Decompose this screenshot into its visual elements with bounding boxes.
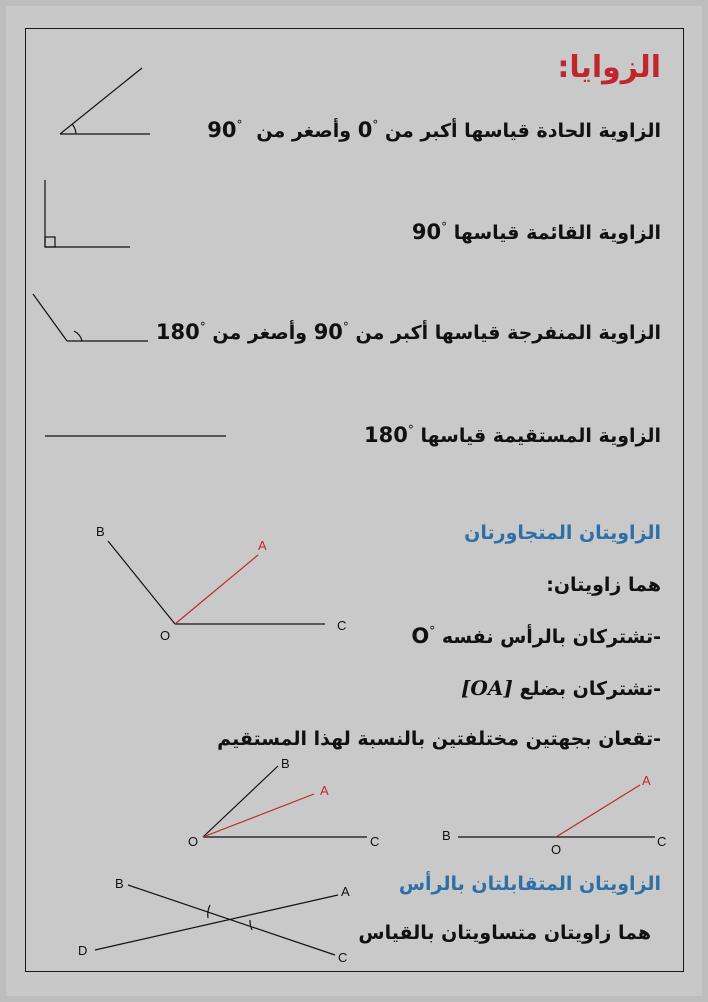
adjacent-rule-1-vertex: °O: [411, 624, 436, 648]
label-o-adjacent: O: [160, 628, 171, 643]
label-c-vertical: C: [338, 950, 348, 965]
label-b-adjacent: B: [96, 524, 105, 539]
label-c-example: C: [370, 834, 380, 849]
straight-text: الزاوية المستقيمة قياسها: [420, 425, 661, 447]
vertical-description: هما زاويتان متساويتان بالقياس: [358, 922, 651, 944]
adjacent-heading: الزاويتان المتجاورتان: [464, 522, 661, 544]
page-title: الزوايا:: [557, 50, 661, 85]
obtuse-text: الزاوية المنفرجة قياسها أكبر من: [355, 322, 661, 344]
obtuse-mid: وأصغر من: [212, 322, 308, 344]
right-text: الزاوية القائمة قياسها: [453, 222, 661, 244]
adjacent-rule-1: -تشتركان بالرأس نفسه °O: [411, 624, 661, 648]
label-a-example: A: [320, 783, 329, 798]
label-a-vertical: A: [341, 884, 350, 899]
label-a-nonadjacent: A: [642, 773, 651, 788]
label-o-nonadjacent: O: [551, 842, 562, 857]
acute-mid: وأصغر من: [256, 120, 352, 142]
label-b-vertical: B: [115, 876, 124, 891]
adjacent-rule-2-side: [OA]: [460, 676, 513, 700]
acute-text: الزاوية الحادة قياسها أكبر من: [384, 120, 661, 142]
label-o-example: O: [188, 834, 199, 849]
label-c-nonadjacent: C: [657, 834, 667, 849]
obtuse-num2: °180: [155, 320, 206, 344]
adjacent-rule-2: -تشتركان بضلع [OA]: [460, 676, 661, 700]
straight-num: °180: [363, 423, 414, 447]
adjacent-rule-3: -تقعان بجهتين مختلفتين بالنسبة لهذا المستقيم: [217, 728, 661, 750]
right-num: °90: [411, 220, 448, 244]
vertical-heading: الزاويتان المتقابلتان بالرأس: [398, 873, 661, 895]
label-b-example: B: [281, 756, 290, 771]
label-d-vertical: D: [78, 943, 88, 958]
label-a-adjacent: A: [258, 538, 267, 553]
acute-num2: °90: [207, 118, 243, 142]
label-b-nonadjacent: B: [442, 828, 451, 843]
adjacent-intro: هما زاويتان:: [546, 574, 661, 596]
obtuse-num1: °90: [313, 320, 349, 344]
label-c-adjacent: C: [337, 618, 347, 633]
acute-num1: °0: [357, 118, 379, 142]
